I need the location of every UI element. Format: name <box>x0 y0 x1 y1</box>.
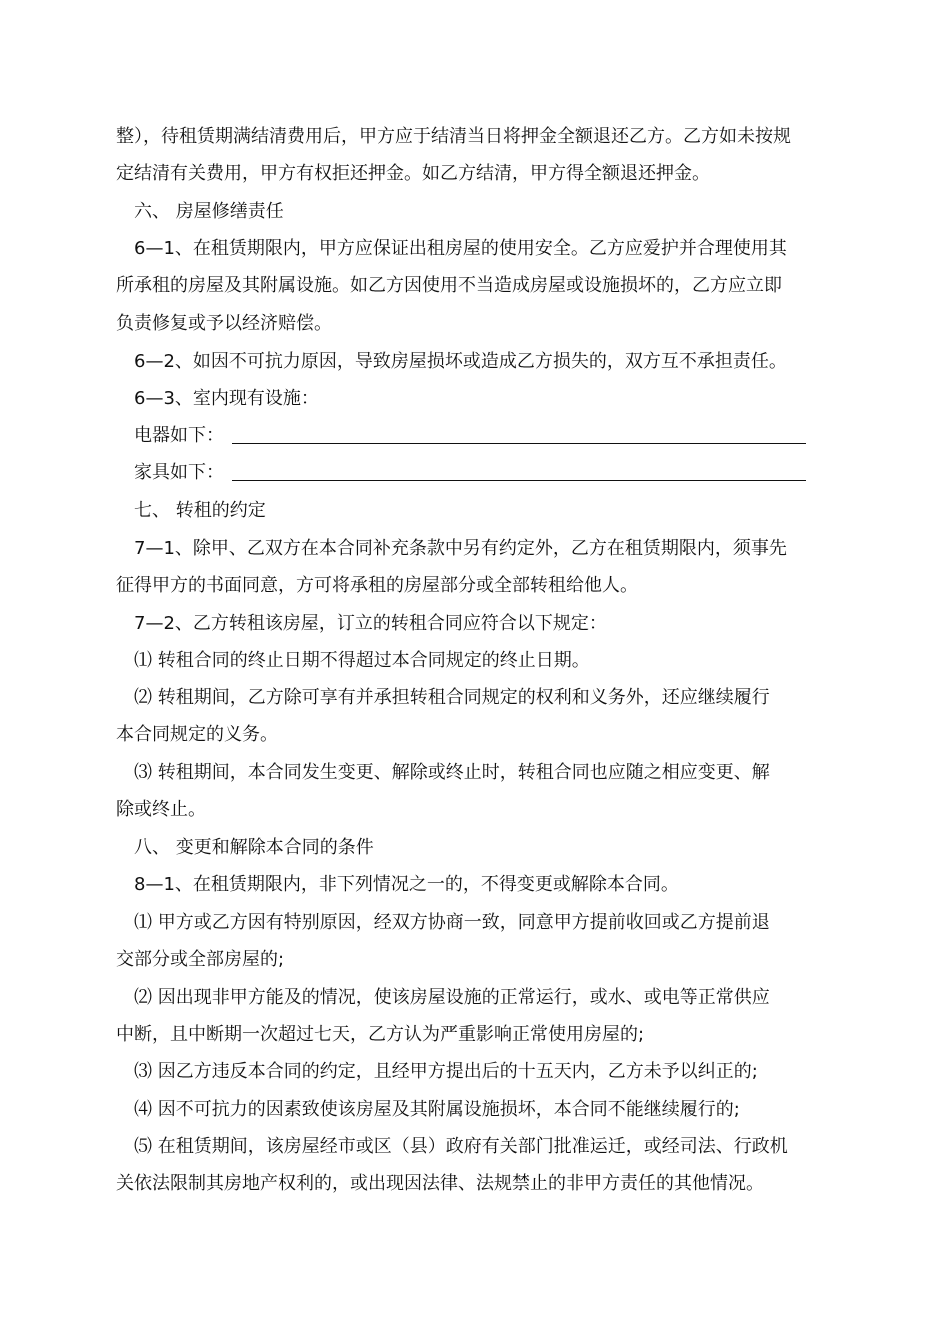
list-item-7-2-2: ⑵ 转租期间，乙方除可享有并承担转租合同规定的权利和义务外，还应继续履行 <box>134 687 770 708</box>
paragraph-line: 征得甲方的书面同意，方可将承租的房屋部分或全部转租给他人。 <box>116 575 638 596</box>
paragraph-line: 本合同规定的义务。 <box>116 724 278 745</box>
clause-6-3: 6—3、室内现有设施： <box>134 388 319 409</box>
clause-6-2: 6—2、如因不可抗力原因，导致房屋损坏或造成乙方损失的，双方互不承担责任。 <box>134 351 787 372</box>
furniture-label: 家具如下： <box>134 462 224 483</box>
paragraph-line: 除或终止。 <box>116 799 206 820</box>
clause-8-1: 8—1、在租赁期限内，非下列情况之一的，不得变更或解除本合同。 <box>134 874 679 895</box>
paragraph-line: 整），待租赁期满结清费用后，甲方应于结清当日将押金全额退还乙方。乙方如未按规 <box>116 126 791 147</box>
clause-7-2: 7—2、乙方转租该房屋，订立的转租合同应符合以下规定： <box>134 613 607 634</box>
appliances-label: 电器如下： <box>134 425 224 446</box>
list-item-8-1-4: ⑷ 因不可抗力的因素致使该房屋及其附属设施损坏，本合同不能继续履行的; <box>134 1099 740 1120</box>
list-item-7-2-1: ⑴ 转租合同的终止日期不得超过本合同规定的终止日期。 <box>134 650 590 671</box>
appliances-blank-line <box>232 443 806 444</box>
paragraph-line: 定结清有关费用，甲方有权拒还押金。如乙方结清，甲方得全额退还押金。 <box>116 163 710 184</box>
section-heading-7: 七、 转租的约定 <box>134 500 266 521</box>
list-item-8-1-3: ⑶ 因乙方违反本合同的约定，且经甲方提出后的十五天内，乙方未予以纠正的; <box>134 1061 758 1082</box>
list-item-8-1-5: ⑸ 在租赁期间，该房屋经市或区（县）政府有关部门批准运迁，或经司法、行政机 <box>134 1136 788 1157</box>
paragraph-line: 交部分或全部房屋的; <box>116 949 285 970</box>
paragraph-line: 中断，且中断期一次超过七天，乙方认为严重影响正常使用房屋的; <box>116 1024 645 1045</box>
paragraph-line: 负责修复或予以经济赔偿。 <box>116 313 332 334</box>
clause-6-1: 6—1、在租赁期限内，甲方应保证出租房屋的使用安全。乙方应爱护并合理使用其 <box>134 238 787 259</box>
clause-7-1: 7—1、除甲、乙双方在本合同补充条款中另有约定外，乙方在租赁期限内，须事先 <box>134 538 787 559</box>
list-item-8-1-1: ⑴ 甲方或乙方因有特别原因，经双方协商一致，同意甲方提前收回或乙方提前退 <box>134 912 770 933</box>
section-heading-6: 六、 房屋修缮责任 <box>134 201 284 222</box>
paragraph-line: 关依法限制其房地产权利的，或出现因法律、法规禁止的非甲方责任的其他情况。 <box>116 1173 764 1194</box>
furniture-blank-line <box>232 480 806 481</box>
paragraph-line: 所承租的房屋及其附属设施。如乙方因使用不当造成房屋或设施损坏的，乙方应立即 <box>116 275 782 296</box>
list-item-7-2-3: ⑶ 转租期间，本合同发生变更、解除或终止时，转租合同也应随之相应变更、解 <box>134 762 770 783</box>
list-item-8-1-2: ⑵ 因出现非甲方能及的情况，使该房屋设施的正常运行，或水、或电等正常供应 <box>134 987 770 1008</box>
section-heading-8: 八、 变更和解除本合同的条件 <box>134 837 374 858</box>
